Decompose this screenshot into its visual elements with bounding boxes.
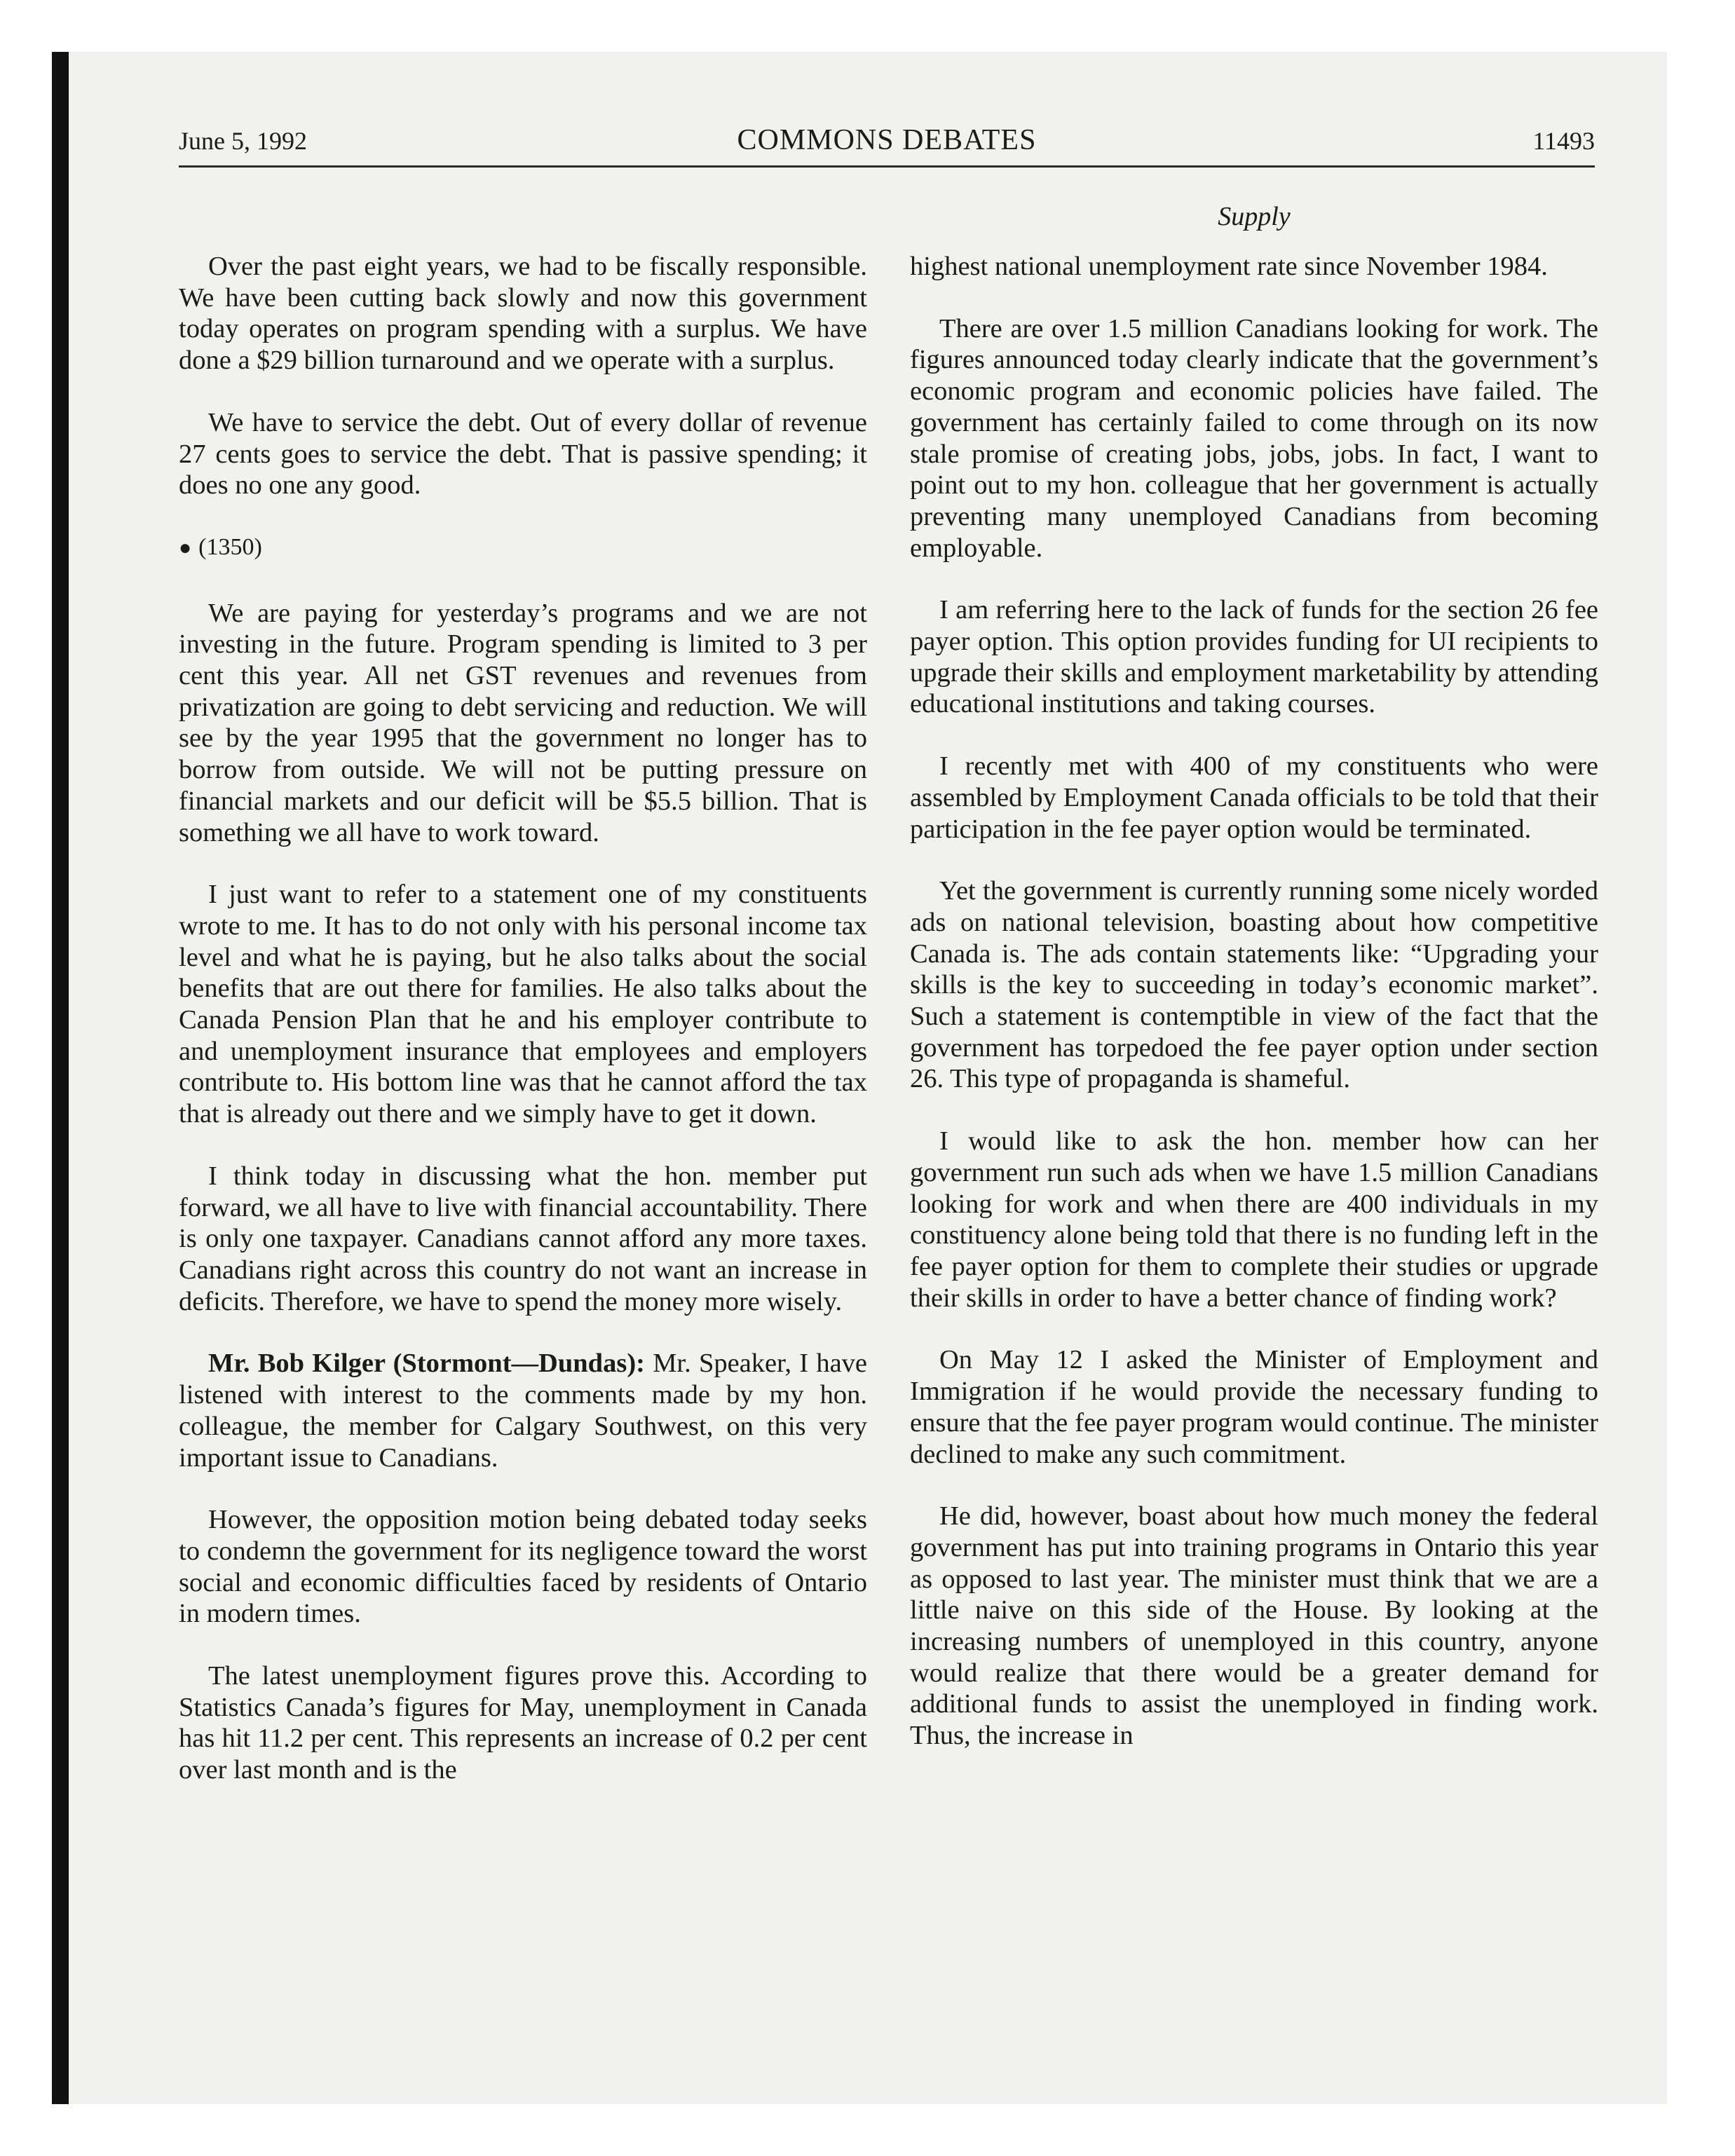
bullet-icon: ● <box>179 535 192 559</box>
time-marker-text: (1350) <box>198 533 262 560</box>
paragraph: I just want to refer to a statement one of my constituents wrote to me. It has to do not only with his personal income tax level and what he is paying, but he also talks about the social benefits that are out there for families. He also talks about the Canada Pension Plan that he and his employer contribute to and unemployment insurance that employees and employers contribute to. His bottom line was that he cannot afford the tax that is already out there and we simply have to get it down. <box>179 880 867 1129</box>
paragraph: There are over 1.5 million Canadians looking for work. The figures announced today clearly indicate that the government’s economic program and economic policies have failed. The government has certainly failed to come through on its now stale promise of creating jobs, jobs, jobs. In fact, I want to point out to my hon. colleague that her government is actually preventing many unemployed Canadians from becoming employable. <box>910 313 1598 563</box>
right-column <box>910 251 1598 1782</box>
time-marker <box>179 532 867 564</box>
paragraph: We have to service the debt. Out of every dollar of revenue 27 cents goes to service the debt. That is passive spending; it does no one any good. <box>179 407 867 500</box>
section-heading: Supply <box>1218 202 1291 231</box>
running-head <box>179 123 1595 168</box>
paragraph: He did, however, boast about how much money the federal government has put into training programs in Ontario this year as opposed to last year. The minister must think that we are a little naive on this side of the House. By looking at the increasing numbers of unemployed in this country, anyone would realize that there would be a greater demand for additional funds to assist the unemployed in finding work. Thus, the increase in <box>910 1501 1598 1751</box>
paragraph: I would like to ask the hon. member how can her government run such ads when we have 1.5 million Canadians looking for work and when there are 400 individuals in my constituency alone being told that there is no funding left in the fee payer option for them to complete their studies or upgrade their skills in order to have a better chance of finding work? <box>910 1126 1598 1313</box>
paragraph: Yet the government is currently running some nicely worded ads on national television, boasting about how competitive Canada is. The ads contain statements like: “Upgrading your skills is the key to succeeding in today’s economic market”. Such a statement is contemptible in view of the fact that the government has torpedoed the fee payer option under section 26. This type of propaganda is shameful. <box>910 876 1598 1094</box>
paragraph: I think today in discussing what the hon. member put forward, we all have to live with financial accountability. There is only one taxpayer. Canadians cannot afford any more taxes. Canadians right across this country do not want an increase in deficits. Therefore, we have to spend the money more wisely. <box>179 1161 867 1316</box>
paragraph: However, the opposition motion being debated today seeks to condemn the government for its negligence toward the worst social and economic difficulties faced by residents of Ontario in modern times. <box>179 1505 867 1629</box>
speech-paragraph <box>179 1348 867 1473</box>
speaker-name: Mr. Bob Kilger (Stormont—Dundas): <box>208 1349 645 1379</box>
speech-text: Mr. Speaker, I have listened with interest to the comments made by my hon. colleague, the member for Calgary Southwest, on this very important issue to Canadians. <box>179 1349 867 1473</box>
paragraph: The latest unemployment figures prove this. According to Statistics Canada’s figures for May, unemployment in Canada has hit 11.2 per cent. This represents an increase of 0.2 per cent over last month and is the <box>179 1661 867 1785</box>
paragraph: On May 12 I asked the Minister of Employment and Immigration if he would provide the necessary funding to ensure that the fee payer program would continue. The minister declined to make any such commitment. <box>910 1345 1598 1469</box>
binding-edge <box>52 52 69 2104</box>
left-column <box>179 251 867 1817</box>
paragraph: We are paying for yesterday’s programs and we are not investing in the future. Program spending is limited to 3 per cent this year. All net GST revenues and revenues from privatization are going to debt servicing and reduction. We will see by the year 1995 that the government no longer has to borrow from outside. We will not be putting pressure on financial markets and our deficit will be $5.5 billion. That is something we all have to work toward. <box>179 598 867 847</box>
header-page-number: 11493 <box>1532 127 1595 155</box>
paragraph: I am referring here to the lack of funds for the section 26 fee payer option. This option provides funding for UI recipients to upgrade their skills and employment marketability by attending educational institutions and taking courses. <box>910 595 1598 719</box>
paragraph: I recently met with 400 of my constituents who were assembled by Employment Canada officials to be told that their participation in the fee payer option would be terminated. <box>910 751 1598 844</box>
paragraph: highest national unemployment rate since November 1984. <box>910 252 1548 281</box>
paragraph: Over the past eight years, we had to be fiscally responsible. We have been cutting back slowly and now this government today operates on program spending with a surplus. We have done a $29 billion turnaround and we operate with a surplus. <box>179 252 867 376</box>
header-title: COMMONS DEBATES <box>737 124 1037 156</box>
header-date: June 5, 1992 <box>179 127 307 155</box>
